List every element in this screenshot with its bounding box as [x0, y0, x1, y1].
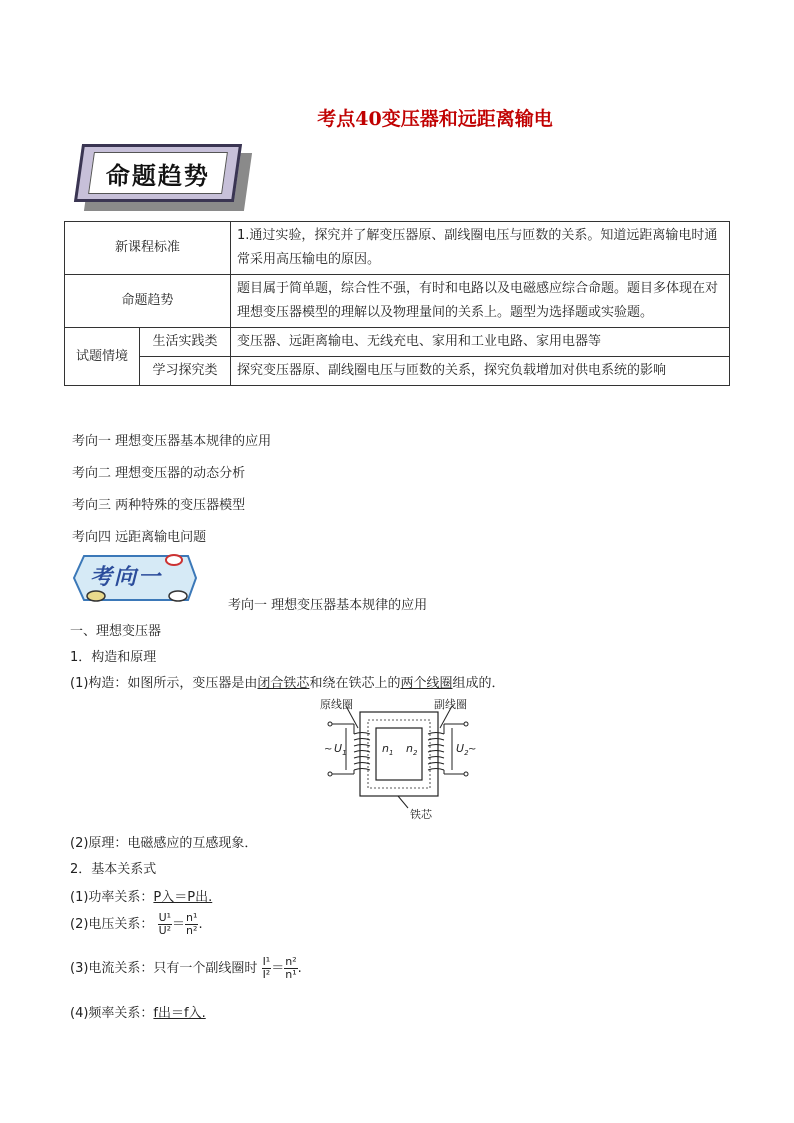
heading-construction: 1．构造和原理: [70, 650, 157, 665]
construction-text: (1)构造：如图所示，变压器是由闭合铁芯和绕在铁芯上的两个线圈组成的．: [70, 676, 505, 691]
core-label: 铁芯: [410, 808, 432, 821]
closed-core-term: 闭合铁芯: [257, 676, 310, 691]
row-content-standard: 1.通过实验，探究并了解变压器原、副线圈电压与匝数的关系。知道远距离输电时通常采用高压输电的原因。: [231, 222, 730, 275]
two-coils-term: 两个线圈: [400, 676, 453, 691]
direction-3: 考向三 两种特殊的变压器模型: [72, 498, 246, 513]
heading-ideal-transformer: 一、理想变压器: [70, 624, 162, 639]
row-content-life: 变压器、远距离输电、无线充电、家用和工业电路、家用电器等: [231, 328, 730, 357]
row-label-standard: 新课程标准: [65, 222, 231, 275]
row-label-trend: 命题趋势: [65, 275, 231, 328]
n1-label: $n_1$: [382, 742, 394, 757]
frequency-relation: (4)频率关系：f出＝f入.: [70, 1006, 206, 1021]
row-content-trend: 题目属于简单题，综合性不强，有时和电路以及电磁感应综合命题。题目多体现在对理想变压器模型的理解以及物理量间的关系上。题型为选择题或实验题。: [231, 275, 730, 328]
direction-1: 考向一 理想变压器基本规律的应用: [72, 434, 272, 449]
primary-ac-symbol: ~: [324, 744, 333, 755]
direction-4: 考向四 远距离输电问题: [72, 530, 207, 545]
row-content-study: 探究变压器原、副线圈电压与匝数的关系，探究负载增加对供电系统的影响: [231, 357, 730, 386]
secondary-ac-symbol: ~: [468, 744, 477, 755]
u1-label: $U_1$: [334, 742, 347, 757]
page-title: 考点40变压器和远距离输电: [317, 108, 553, 130]
secondary-coil-label: 副线圈: [434, 698, 467, 711]
current-relation: (3)电流关系：只有一个副线圈时 $\frac{\text{I¹}}{\text{I²}}$ ＝ $\frac{\text{n²}}{\text{n¹}}$ .: [70, 955, 302, 981]
row-label-context: 试题情境: [65, 328, 140, 386]
heading-relations: 2．基本关系式: [70, 862, 157, 877]
u2-label: $U_2$: [456, 742, 469, 757]
banner-text: 命题趋势: [106, 161, 211, 190]
principle-text: (2)原理：电磁感应的互感现象．: [70, 836, 258, 851]
row-sub-life: 生活实践类: [140, 328, 231, 357]
voltage-relation: (2)电压关系： $\frac{\text{U¹}}{\text{U²}}$ ＝ $\frac{\text{n¹}}{\text{n²}}$ .: [70, 911, 203, 937]
n2-label: $n_2$: [406, 742, 418, 757]
primary-coil-label: 原线圈: [320, 698, 353, 711]
row-sub-study: 学习探究类: [140, 357, 231, 386]
transformer-diagram: [318, 698, 478, 822]
power-relation: (1)功率关系：P入＝P出.: [70, 890, 213, 905]
section-badge: 考向一: [90, 564, 163, 590]
section-title: 考向一 理想变压器基本规律的应用: [228, 598, 428, 613]
topic-banner: [74, 144, 242, 202]
overview-table: [64, 221, 730, 386]
direction-2: 考向二 理想变压器的动态分析: [72, 466, 246, 481]
